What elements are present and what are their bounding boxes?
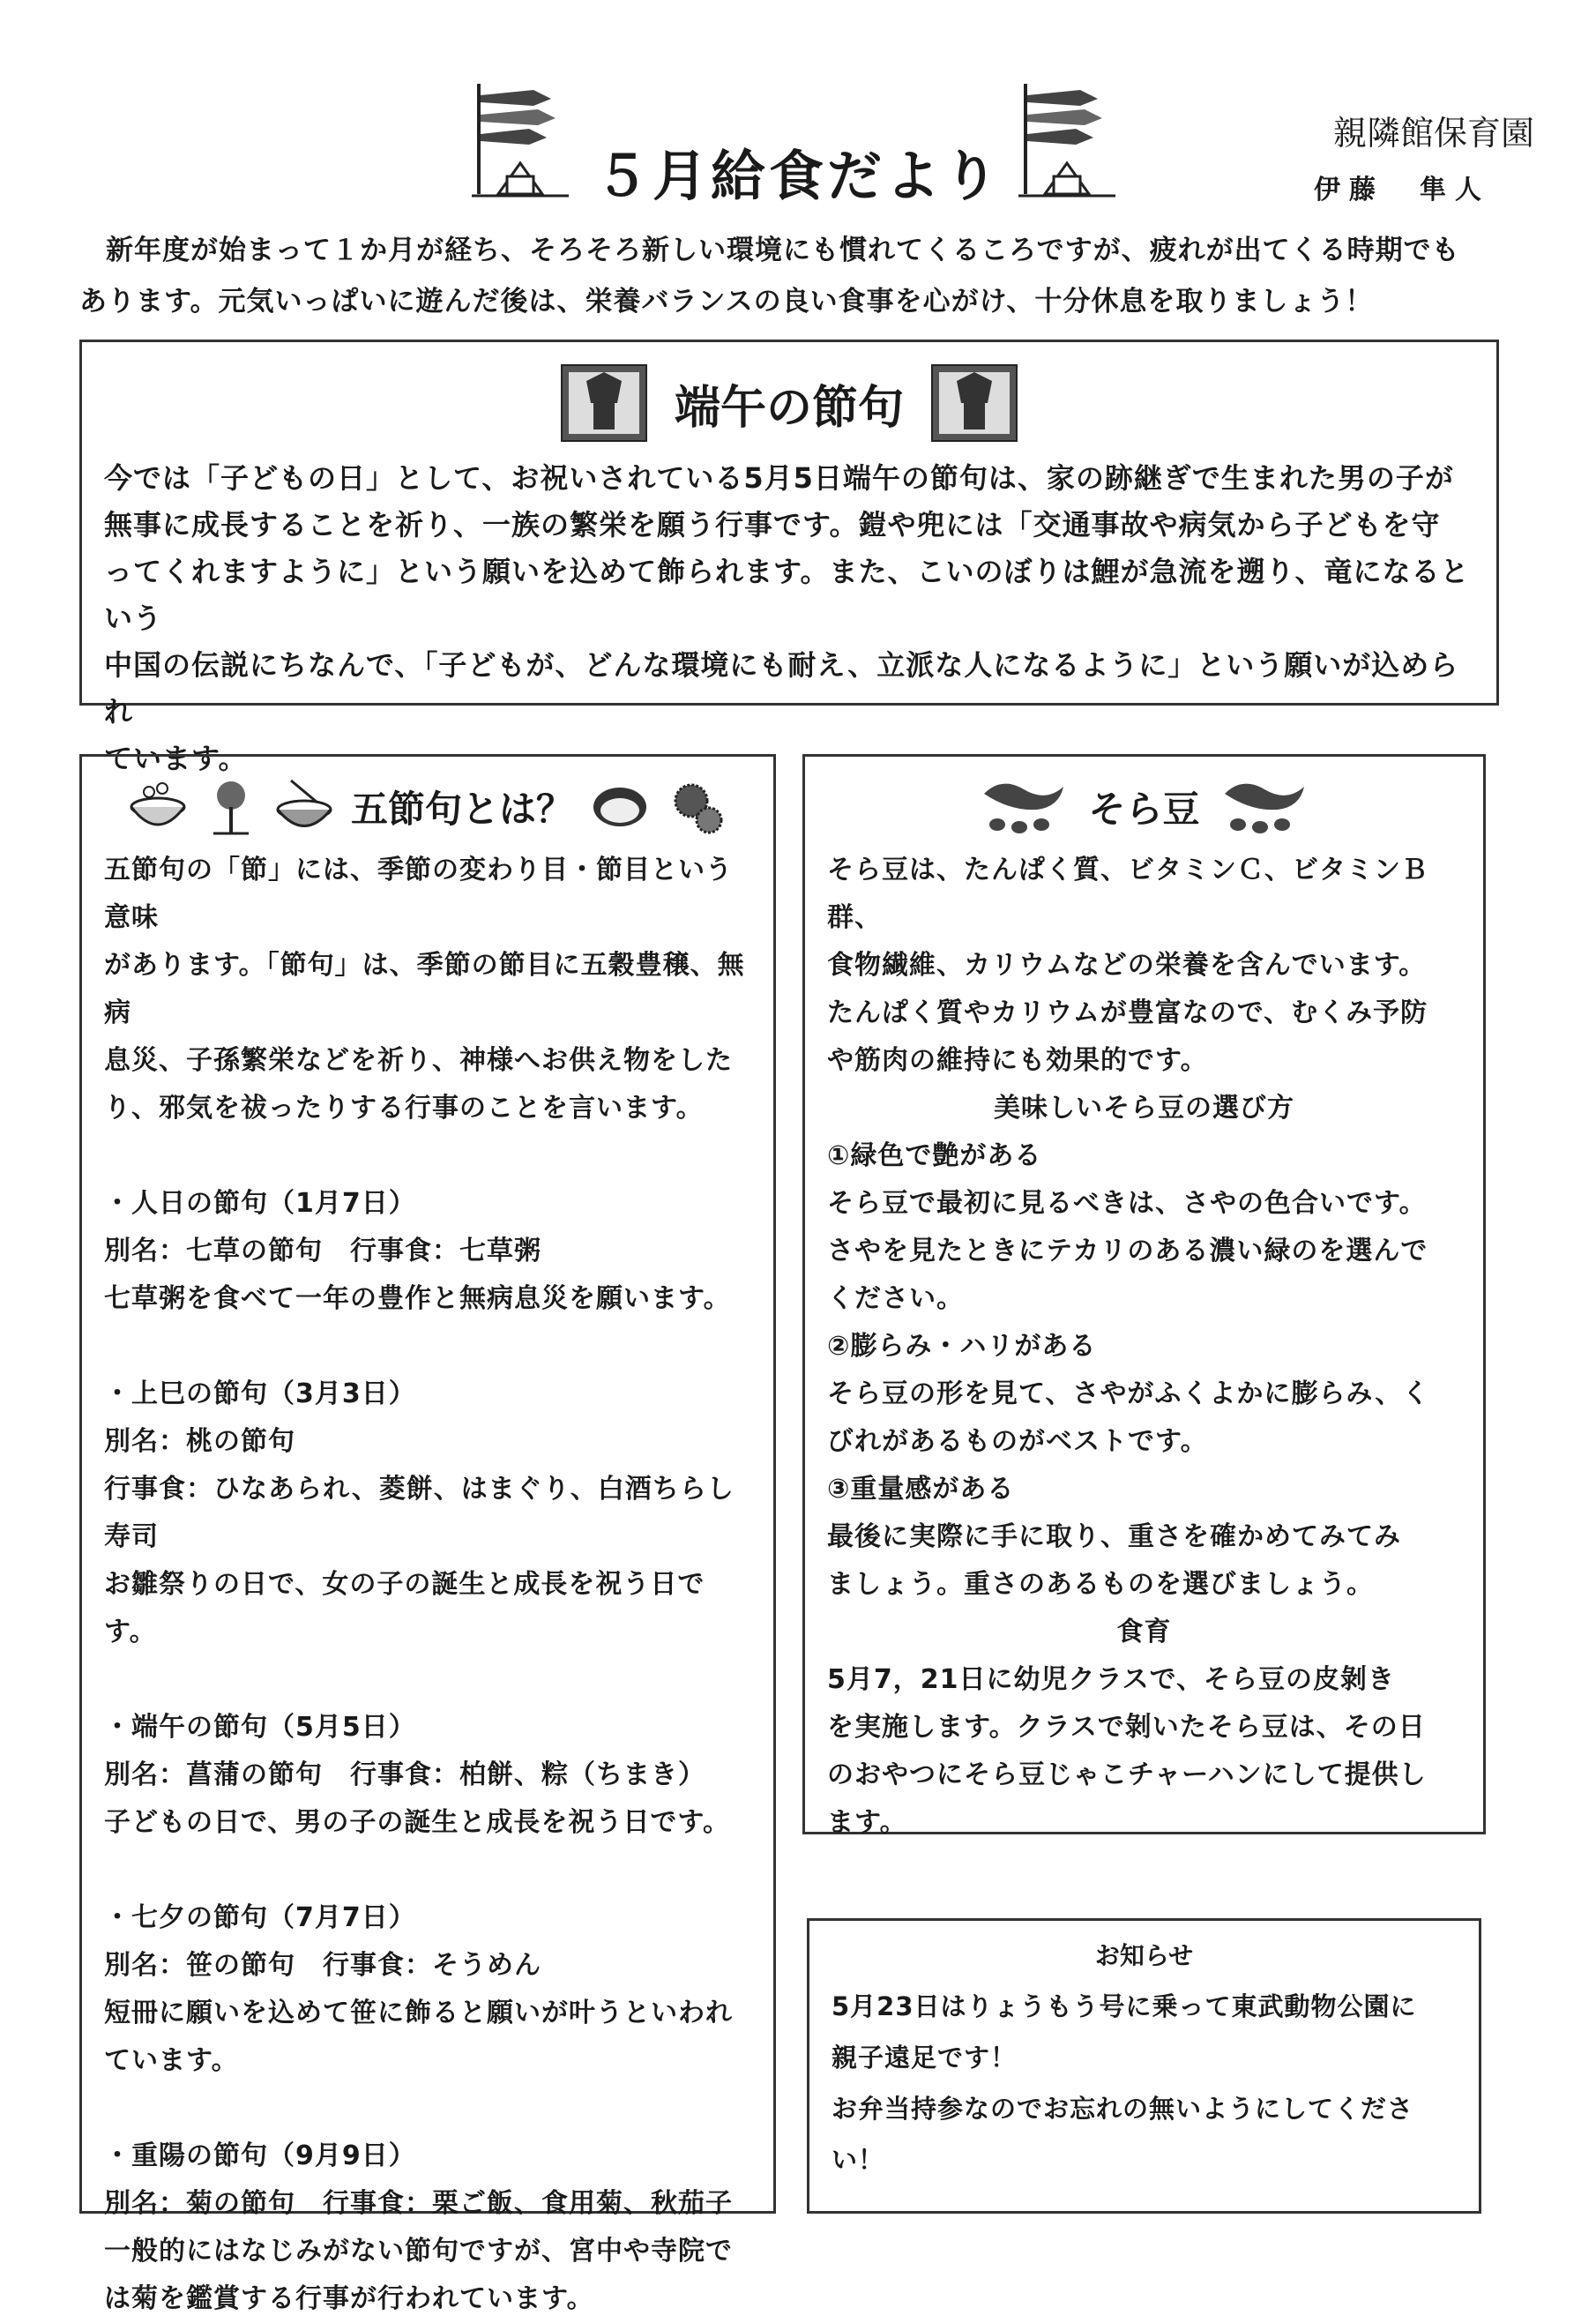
tango-heading-row (82, 363, 1496, 443)
soramame-section (802, 754, 1486, 1838)
sekku-item-line: お雛祭りの日で、女の子の誕生と成長を祝う日です。 (104, 1569, 705, 1647)
soramame-intro-line: 食物繊維、カリウムなどの栄養を含んでいます。 (827, 950, 1427, 981)
shokuiku-line: 5月7，21日に幼児クラスで、そら豆の皮剝き (827, 1664, 1395, 1695)
gosekku-section (79, 754, 776, 2314)
notice-section (807, 1918, 1481, 2214)
sekku-item-line: 別名：七草の節句 行事食：七草粥 (104, 1236, 541, 1266)
tango-line: 無事に成長することを祈り、一族の繁栄を願う行事です。鎧や兜には「交通事故や病気から子どもを守 (104, 508, 1441, 542)
notice-body (809, 1972, 1479, 2185)
point-line: びれがあるものがベストです。 (827, 1426, 1208, 1457)
tango-line: ています。 (104, 742, 248, 775)
notice-line: お弁当持参なのでお忘れの無いようにしてください！ (832, 2094, 1414, 2175)
sekku-item-line: 別名：桃の節句 (104, 1426, 295, 1457)
sekku-item-line: 七草粥を食べて一年の豊作と無病息災を願います。 (104, 1283, 731, 1314)
tree-icon (205, 776, 257, 838)
tango-line: 中国の伝説にちなんで、「子どもが、どんな環境にも耐え、立派な人になるように」という願いが込められ (104, 648, 1459, 728)
intro-line: 新年度が始まって１か月が経ち、そろそろ新しい環境にも慣れてくるころですが、疲れが出てくる時期でも (106, 235, 1460, 266)
shokuiku-line: のおやつにそら豆じゃこチャーハンにして提供し (827, 1759, 1427, 1790)
tango-line: ってくれますように」という願いを込めて飾られます。また、こいのぼりは鯉が急流を遡り、竜になるという (104, 555, 1470, 635)
intro-line: あります。元気いっぱいに遊んだ後は、栄養バランスの良い食事を心がけ、十分休息を取りましょう！ (79, 286, 1374, 317)
organization-name: 親隣館保育園 (1332, 114, 1534, 153)
soramame-heading-row (805, 776, 1483, 838)
intro-paragraph (79, 225, 1525, 327)
gosekku-intro-line: 五節句の「節」には、季節の変わり目・節目という意味 (104, 855, 733, 933)
kashiwa-mochi-icon (589, 781, 651, 833)
fava-bean-icon (975, 776, 1072, 838)
sekku-item-title: ・重陽の節句（9月9日） (104, 2140, 416, 2171)
noodle-bowl-icon (273, 776, 335, 838)
notice-line: 親子遠足です！ (832, 2043, 1018, 2073)
sekku-item-title: ・上巳の節句（3月3日） (104, 1378, 416, 1409)
point-line: 最後に実際に手に取り、重さを確かめてみてみ (827, 1521, 1401, 1552)
point-line: ください。 (827, 1283, 964, 1314)
sekku-item-title: ・端午の節句（5月5日） (104, 1712, 416, 1743)
gosekku-intro-line: があります。「節句」は、季節の節目に五穀豊穣、無病 (104, 950, 745, 1028)
gosekku-intro-line: り、邪気を祓ったりする行事のことを言います。 (104, 1093, 704, 1124)
shokuiku-line: ます。 (827, 1807, 907, 1838)
point-line: そら豆で最初に見るべきは、さやの色合いです。 (827, 1188, 1427, 1219)
soramame-intro-line: や筋肉の維持にも効果的です。 (827, 1045, 1208, 1076)
soramame-intro-line: たんぱく質やカリウムが豊富なので、むくみ予防 (827, 997, 1428, 1028)
sekku-item-line: 一般的にはなじみがない節句ですが、宮中や寺院で (104, 2236, 733, 2267)
sekku-item-line: 別名：笹の節句 行事食：そうめん (104, 1950, 541, 1981)
sekku-item-line: 行事食：ひなあられ、菱餅、はまぐり、白酒ちらし寿司 (104, 1474, 735, 1552)
gosekku-heading-row (82, 776, 773, 838)
kabuto-icon (560, 363, 648, 443)
sekku-item-title: ・人日の節句（1月7日） (104, 1188, 416, 1219)
choose-title: 美味しいそら豆の選び方 (994, 1093, 1294, 1124)
sekku-item-line: 別名：菖蒲の節句 行事食：柏餅、粽（ちまき） (104, 1759, 705, 1790)
rice-bowl-icon (127, 776, 189, 838)
chestnut-icon (667, 776, 728, 838)
soramame-body (805, 847, 1483, 1847)
gosekku-heading: 五節句とは？ (350, 788, 573, 831)
point-title: ②膨らみ・ハリがある (827, 1331, 1097, 1362)
author-name: 伊藤 隼人 (1314, 175, 1490, 205)
tango-heading: 端午の節句 (674, 381, 904, 435)
notice-title: お知らせ (1094, 1941, 1194, 1970)
sekku-item-title: ・七夕の節句（7月7日） (104, 1902, 416, 1933)
sekku-item-line: 別名：菊の節句 行事食：栗ご飯、食用菊、秋茄子 (104, 2188, 733, 2219)
point-title: ①緑色で艶がある (827, 1140, 1042, 1171)
page-title: ５月給食だより (593, 144, 1002, 208)
point-title: ③重量感がある (827, 1474, 1015, 1505)
shokuiku-line: を実施します。クラスで剝いたそら豆は、その日 (827, 1712, 1426, 1743)
soramame-heading: そら豆 (1088, 788, 1200, 831)
sekku-item-line: は菊を鑑賞する行事が行われています。 (104, 2283, 594, 2314)
tango-section (79, 340, 1499, 775)
gosekku-body (82, 847, 773, 2323)
gosekku-intro-line: 息災、子孫繁栄などを祈り、神様へお供え物をした (104, 1045, 733, 1076)
sekku-item-line: ています。 (104, 2045, 239, 2076)
shokuiku-title: 食育 (1116, 1617, 1172, 1647)
kabuto-icon (930, 363, 1018, 443)
point-line: そら豆の形を見て、さやがふくよかに膨らみ、く (827, 1378, 1430, 1409)
fava-bean-icon (1216, 776, 1313, 838)
point-line: さやを見たときにテカリのある濃い緑のを選んで (827, 1236, 1428, 1266)
tango-body (82, 443, 1496, 782)
notice-line: 5月23日はりょうもう号に乗って東武動物公園に (832, 1991, 1417, 2021)
soramame-intro-line: そら豆は、たんぱく質、ビタミンＣ、ビタミンＢ群、 (827, 855, 1428, 933)
tango-line: 今では「子どもの日」として、お祝いされている5月5日端午の節句は、家の跡継ぎで生まれた男の子が (104, 461, 1454, 495)
sekku-item-line: 短冊に願いを込めて笹に飾ると願いが叶うといわれ (104, 1998, 733, 2028)
sekku-item-line: 子どもの日で、男の子の誕生と成長を祝う日です。 (104, 1807, 730, 1838)
point-line: ましょう。重さのあるものを選びましょう。 (827, 1569, 1374, 1600)
